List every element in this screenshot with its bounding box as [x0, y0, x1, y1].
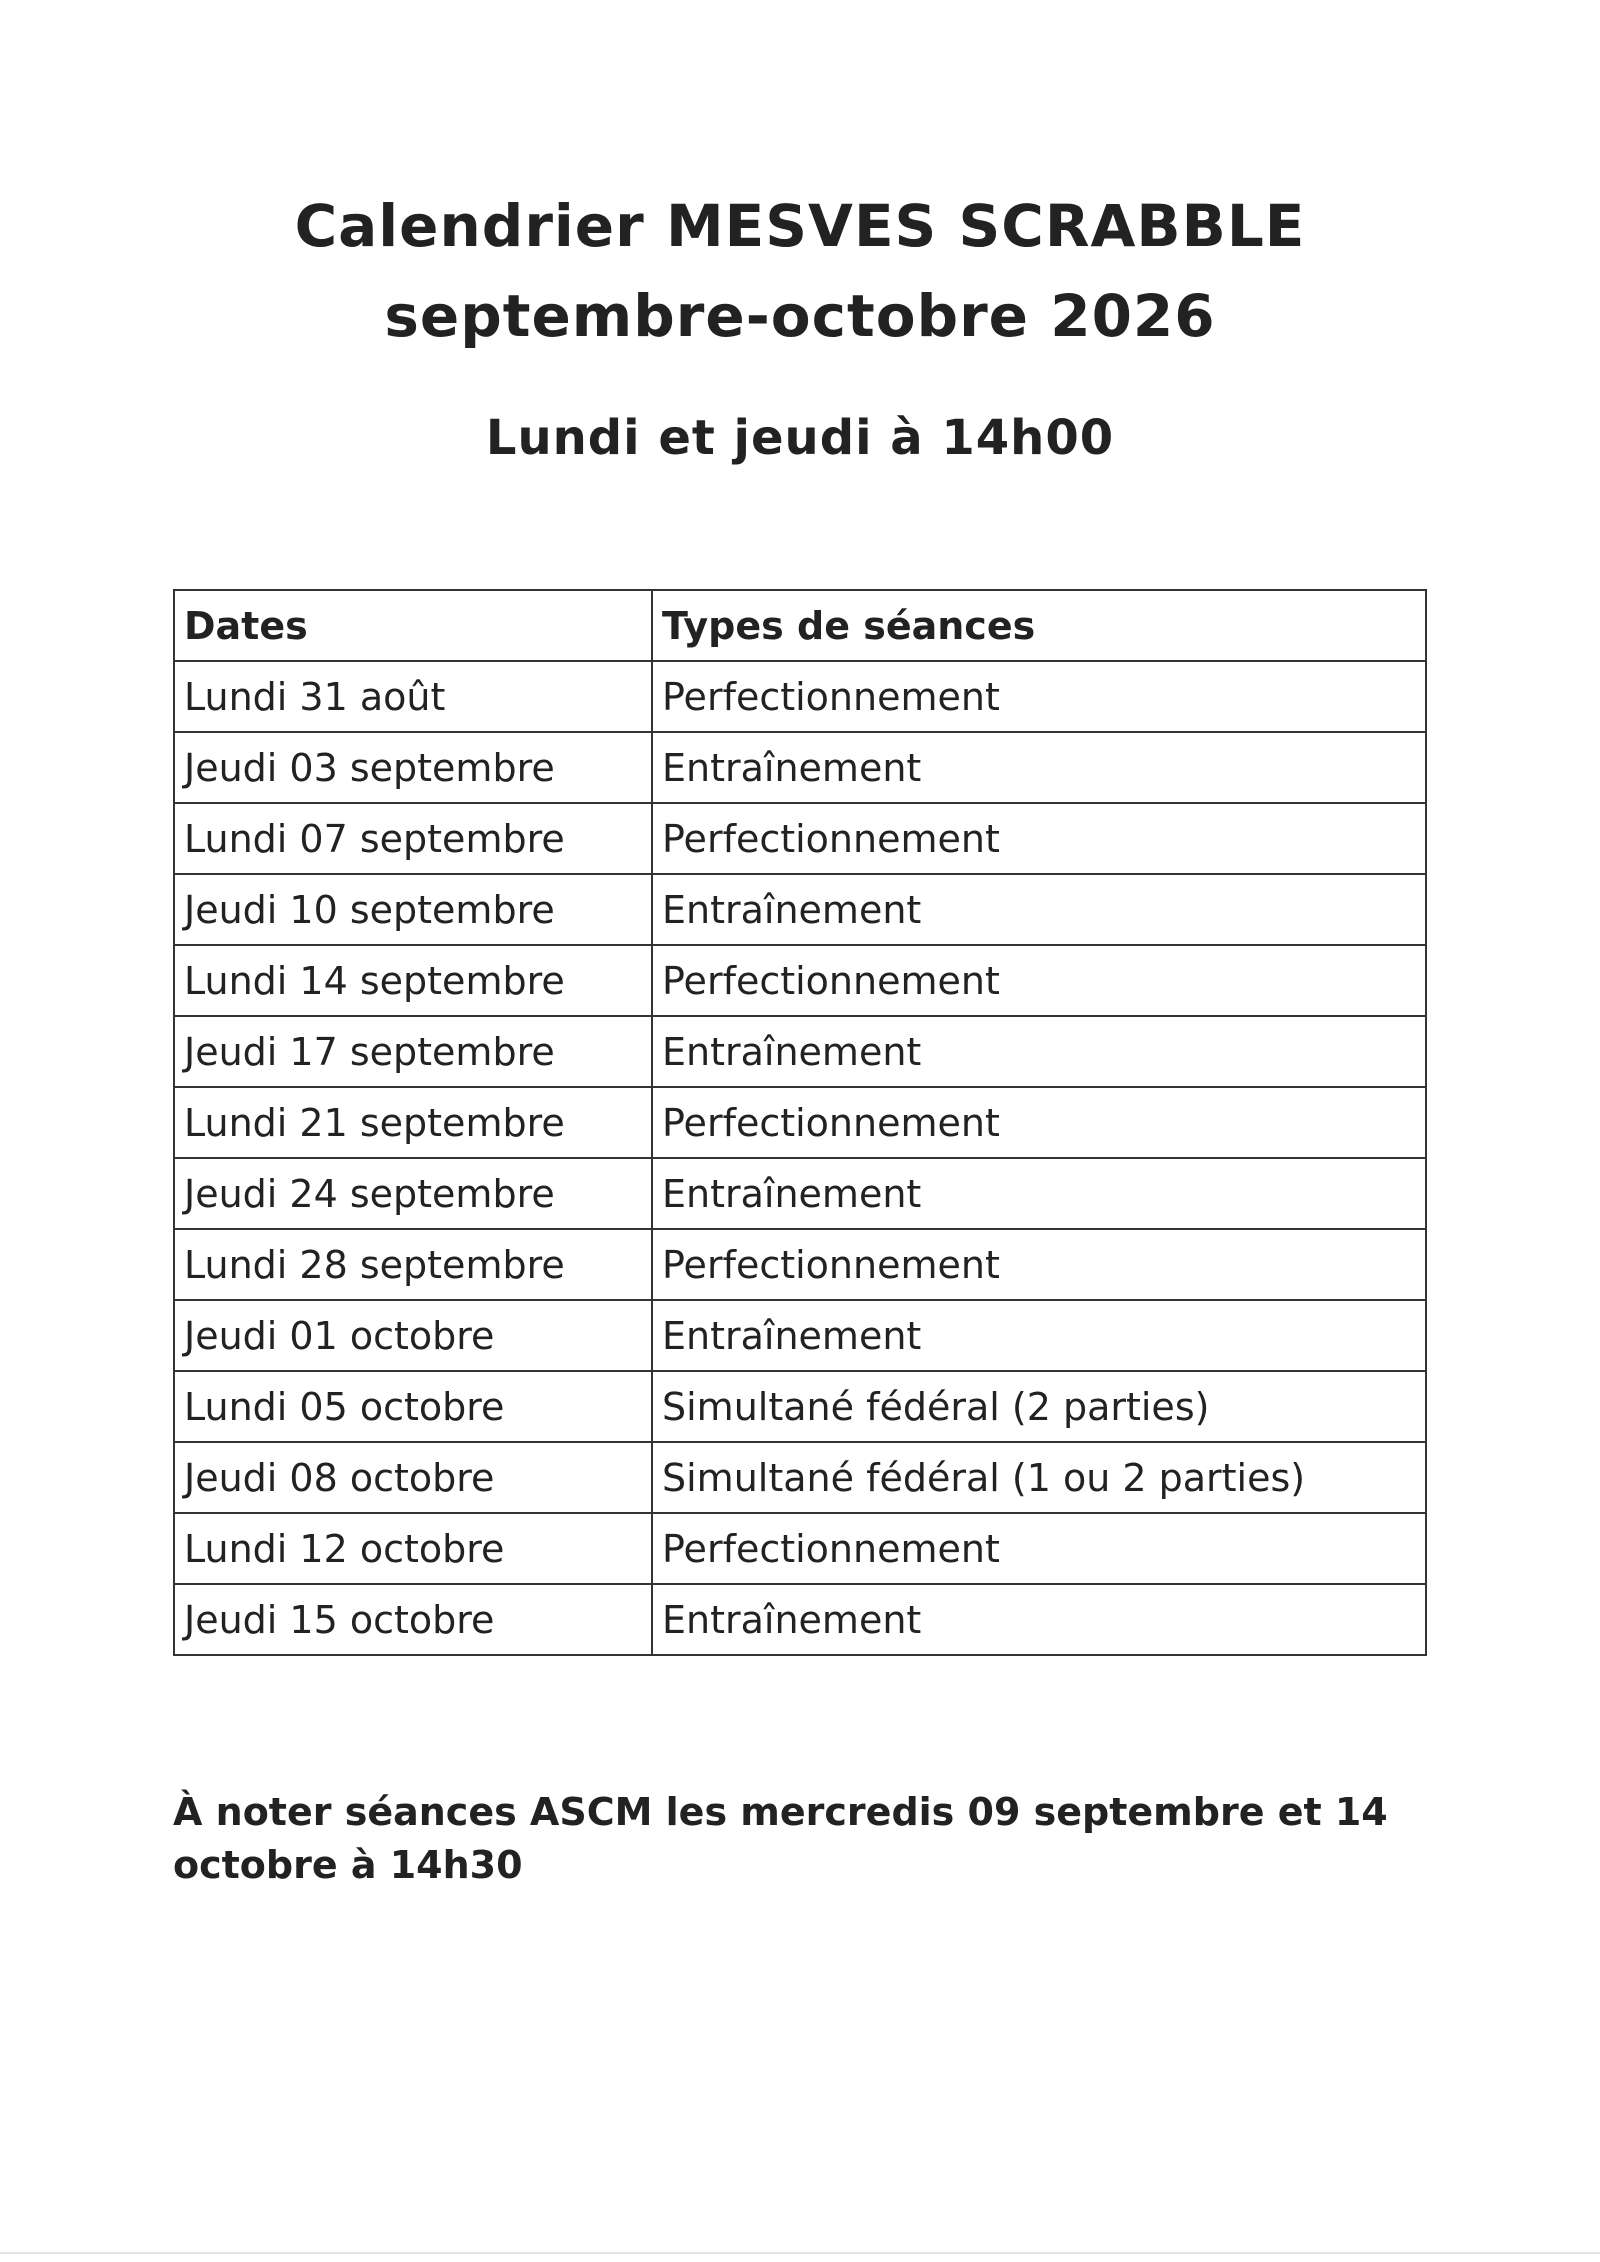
table-row — [174, 945, 1426, 1016]
table-row — [174, 1229, 1426, 1300]
schedule-table — [173, 589, 1427, 1656]
row-date: Jeudi 03 septembre — [174, 732, 652, 803]
row-date: Jeudi 01 octobre — [174, 1300, 652, 1371]
row-type: Entraînement — [652, 874, 1426, 945]
row-date: Lundi 28 septembre — [174, 1229, 652, 1300]
row-date: Jeudi 24 septembre — [174, 1158, 652, 1229]
row-type: Simultané fédéral (1 ou 2 parties) — [652, 1442, 1426, 1513]
row-type: Perfectionnement — [652, 803, 1426, 874]
table-row — [174, 1442, 1426, 1513]
row-date: Jeudi 15 octobre — [174, 1584, 652, 1655]
table-row — [174, 874, 1426, 945]
table-row — [174, 732, 1426, 803]
row-date: Lundi 21 septembre — [174, 1087, 652, 1158]
row-date: Jeudi 10 septembre — [174, 874, 652, 945]
row-date: Lundi 05 octobre — [174, 1371, 652, 1442]
table-row — [174, 1584, 1426, 1655]
scan-edge-divider — [0, 2252, 1600, 2254]
table-row — [174, 1087, 1426, 1158]
row-date: Jeudi 17 septembre — [174, 1016, 652, 1087]
footnote: À noter séances ASCM les mercredis 09 septembre et 14 octobre à 14h30 — [173, 1790, 1388, 1887]
row-date: Jeudi 08 octobre — [174, 1442, 652, 1513]
row-type: Entraînement — [652, 1300, 1426, 1371]
header-types: Types de séances — [652, 590, 1426, 661]
table-row — [174, 661, 1426, 732]
row-type: Entraînement — [652, 1158, 1426, 1229]
row-date: Lundi 31 août — [174, 661, 652, 732]
header-dates: Dates — [174, 590, 652, 661]
table-row — [174, 1016, 1426, 1087]
document-subtitle: Lundi et jeudi à 14h00 — [485, 410, 1115, 466]
row-date: Lundi 12 octobre — [174, 1513, 652, 1584]
table-row — [174, 1300, 1426, 1371]
table-row — [174, 1371, 1426, 1442]
row-type: Perfectionnement — [652, 1513, 1426, 1584]
row-date: Lundi 14 septembre — [174, 945, 652, 1016]
row-type: Perfectionnement — [652, 1087, 1426, 1158]
row-type: Perfectionnement — [652, 945, 1426, 1016]
row-type: Entraînement — [652, 732, 1426, 803]
document-title: Calendrier MESVES SCRABBLE — [294, 192, 1306, 260]
row-type: Entraînement — [652, 1016, 1426, 1087]
document-title-period: septembre-octobre 2026 — [384, 282, 1216, 350]
row-type: Perfectionnement — [652, 1229, 1426, 1300]
row-type: Simultané fédéral (2 parties) — [652, 1371, 1426, 1442]
row-date: Lundi 07 septembre — [174, 803, 652, 874]
table-row — [174, 1158, 1426, 1229]
table-row — [174, 803, 1426, 874]
row-type: Perfectionnement — [652, 661, 1426, 732]
table-header-row — [174, 590, 1426, 661]
row-type: Entraînement — [652, 1584, 1426, 1655]
table-row — [174, 1513, 1426, 1584]
